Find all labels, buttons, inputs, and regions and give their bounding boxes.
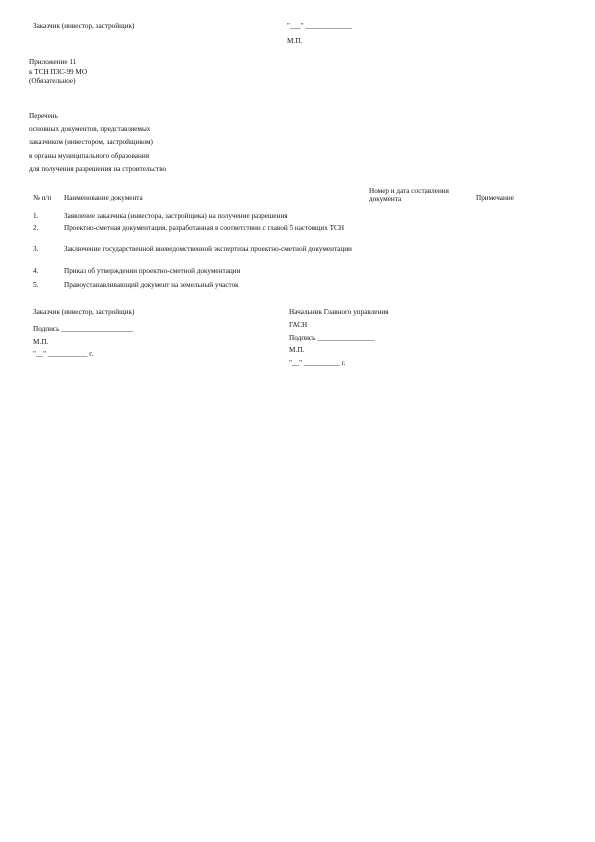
list-title-line: в органы муниципального образования — [29, 151, 149, 160]
column-header-note: Примечание — [476, 194, 514, 202]
appendix-line: Приложение 11 — [29, 58, 77, 66]
column-header-date: Номер и дата составления документа — [369, 187, 449, 204]
signature-block-customer — [33, 306, 134, 361]
appendix-line: к ТСН ПЗС-99 МО — [29, 67, 88, 76]
row-number: 5. — [33, 281, 39, 289]
date-line: "___" _____________ — [287, 22, 353, 30]
row-number: 1. — [33, 212, 39, 220]
row-document-name: Проектно-сметная документация, разработанная в соответствии с главой 5 настоящих ТСН — [64, 224, 345, 232]
signature-date: "__" __________ г. — [289, 359, 346, 368]
row-document-name: Заключение государственной вневедомственной экспертизы проектно-сметной документации — [64, 245, 352, 253]
row-document-name: Приказ об утверждении проектно-сметной документации — [64, 267, 241, 275]
column-header-name: Наименование документа — [64, 194, 143, 202]
signature-title: Начальник Главного управления — [289, 308, 389, 316]
stamp-label: М.П. — [33, 337, 49, 346]
list-title-line: заказчиком (инвестором, застройщиком) — [29, 138, 153, 147]
row-number: 3. — [33, 245, 39, 253]
appendix-line: (Обязательное) — [29, 77, 76, 86]
list-title-line: основных документов, представляемых — [29, 125, 151, 134]
row-number: 4. — [33, 267, 39, 275]
row-document-name: Правоустанавливающий документ на земельный участок — [64, 281, 239, 289]
stamp-label: М.П. — [287, 37, 303, 45]
signature-line: Подпись ____________________ — [33, 324, 134, 333]
signature-title: Заказчик (инвестор, застройщик) — [33, 308, 135, 316]
row-document-name: Заявление заказчика (инвестора, застройщика) на получение разрешения — [64, 212, 288, 220]
signature-block-head — [289, 306, 389, 370]
signature-line: Подпись ________________ — [289, 333, 375, 342]
list-title-line: Перечень — [29, 112, 58, 120]
list-title — [29, 110, 166, 176]
signature-org: ГАСН — [289, 320, 308, 329]
stamp-label: М.П. — [289, 346, 305, 355]
row-number: 2. — [33, 224, 39, 232]
customer-label: Заказчик (инвестор, застройщик) — [33, 22, 135, 30]
appendix-block — [29, 58, 87, 87]
list-title-line: для получения разрешения на строительство — [29, 164, 167, 173]
signature-date: "__" ___________ г. — [33, 350, 94, 359]
column-header-number: № п/п — [33, 194, 52, 202]
